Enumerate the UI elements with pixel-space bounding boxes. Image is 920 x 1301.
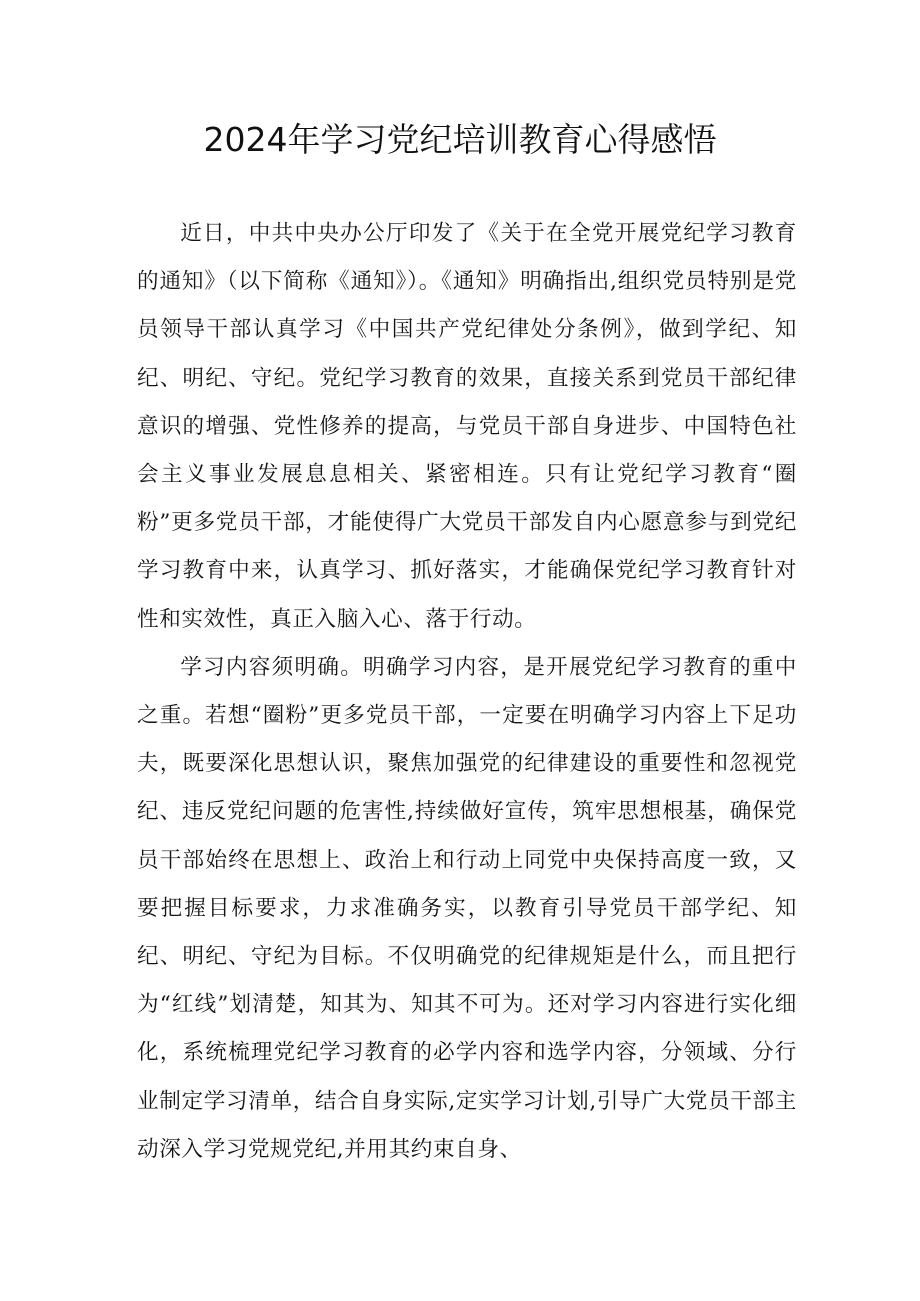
document-body [137, 210, 797, 1174]
paragraph-2: 学习内容须明确。明确学习内容，是开展党纪学习教育的重中之重。若想“圈粉”更多党员干部，一定要在明确学习内容上下足功夫，既要深化思想认识，聚焦加强党的纪律建设的重要性和忽视党纪、违反党纪问题的危害性,持续做好宣传，筑牢思想根基，确保党员干部始终在思想上、政治上和行动上同党中央保持高度一致，又要把握目标要求，力求准确务实，以教育引导党员干部学纪、知纪、明纪、守纪为目标。不仅明确党的纪律规矩是什么，而且把行为“红线”划清楚，知其为、知其不可为。还对学习内容进行实化细化，系统梳理党纪学习教育的必学内容和选学内容，分领域、分行业制定学习清单，结合自身实际,定实学习计划,引导广大党员干部主动深入学习党规党纪,并用其约束自身、 [137, 654, 797, 1162]
document-title: 2024年学习党纪培训教育心得感悟 [203, 120, 717, 159]
paragraph-1: 近日，中共中央办公厅印发了《关于在全党开展党纪学习教育的通知》（以下简称《通知》）。《通知》明确指出,组织党员特别是党员领导干部认真学习《中国共产党纪律处分条例》，做到学纪、知纪、明纪、守纪。党纪学习教育的效果，直接关系到党员干部纪律意识的增强、党性修养的提高，与党员干部自身进步、中国特色社会主义事业发展息息相关、紧密相连。只有让党纪学习教育“圈粉”更多党员干部，才能使得广大党员干部发自内心愿意参与到党纪学习教育中来，认真学习、抓好落实，才能确保党纪学习教育针对性和实效性，真正入脑入心、落于行动。 [137, 221, 797, 632]
